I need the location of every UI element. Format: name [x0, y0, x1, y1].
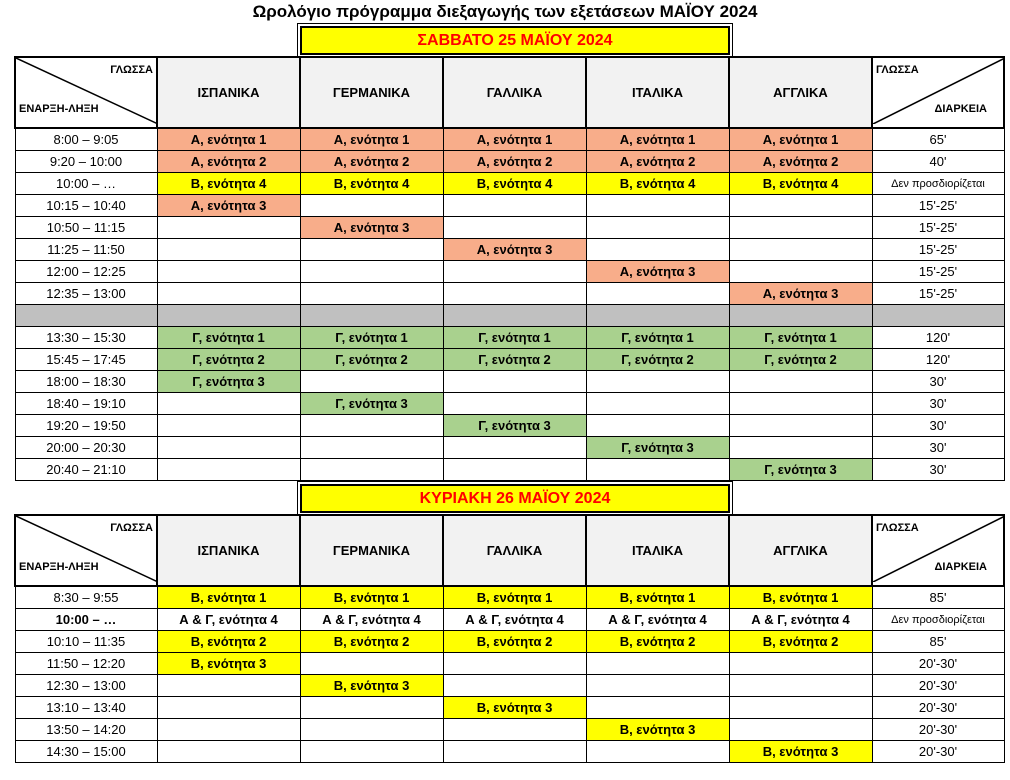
time-slot-cell: 13:50 – 14:20 [15, 719, 157, 741]
exam-cell [443, 393, 586, 415]
exam-cell: Γ, ενότητα 1 [586, 327, 729, 349]
exam-cell: Α & Γ, ενότητα 4 [443, 609, 586, 631]
duration-cell: 30' [872, 393, 1004, 415]
exam-cell [443, 653, 586, 675]
exam-cell [157, 459, 300, 481]
exam-cell: Β, ενότητα 1 [729, 586, 872, 609]
duration-cell: 20'-30' [872, 741, 1004, 763]
exam-cell [729, 697, 872, 719]
exam-cell [157, 675, 300, 697]
schedule-row [15, 459, 1004, 481]
exam-cell [586, 217, 729, 239]
duration-cell: 30' [872, 459, 1004, 481]
language-header: ΙΤΑΛΙΚΑ [586, 515, 729, 586]
language-header: ΙΣΠΑΝΙΚΑ [157, 515, 300, 586]
schedule-row [15, 697, 1004, 719]
exam-cell: Α & Γ, ενότητα 4 [157, 609, 300, 631]
exam-cell: Α, ενότητα 2 [157, 151, 300, 173]
exam-cell [586, 675, 729, 697]
time-slot-cell: 14:30 – 15:00 [15, 741, 157, 763]
exam-cell [157, 217, 300, 239]
duration-cell: 30' [872, 371, 1004, 393]
exam-cell [300, 459, 443, 481]
duration-cell: 15'-25' [872, 261, 1004, 283]
language-header: ΑΓΓΛΙΚΑ [729, 515, 872, 586]
exam-cell [443, 675, 586, 697]
duration-header-cell [872, 515, 1004, 586]
exam-cell [300, 741, 443, 763]
exam-cell [157, 697, 300, 719]
exam-cell [729, 195, 872, 217]
exam-cell: Α, ενότητα 3 [586, 261, 729, 283]
saturday-schedule-table [14, 56, 1005, 481]
exam-cell [586, 393, 729, 415]
language-header: ΓΑΛΛΙΚΑ [443, 515, 586, 586]
schedule-row [15, 151, 1004, 173]
exam-cell [729, 675, 872, 697]
exam-cell: Β, ενότητα 4 [157, 173, 300, 195]
exam-cell: Γ, ενότητα 3 [157, 371, 300, 393]
exam-cell: Γ, ενότητα 2 [443, 349, 586, 371]
time-slot-cell: 12:35 – 13:00 [15, 283, 157, 305]
schedule-row [15, 393, 1004, 415]
break-cell [15, 305, 157, 327]
duration-cell: 20'-30' [872, 653, 1004, 675]
exam-cell [729, 653, 872, 675]
exam-cell [586, 653, 729, 675]
exam-cell: Α, ενότητα 1 [729, 128, 872, 151]
exam-cell: Α, ενότητα 2 [300, 151, 443, 173]
break-cell [300, 305, 443, 327]
exam-cell [729, 371, 872, 393]
time-slot-cell: 10:50 – 11:15 [15, 217, 157, 239]
duration-cell: Δεν προσδιορίζεται [872, 173, 1004, 195]
exam-cell: Α, ενότητα 2 [729, 151, 872, 173]
schedule-row [15, 128, 1004, 151]
exam-cell [300, 415, 443, 437]
right-duration-label: ΔΙΑΡΚΕΙΑ [934, 561, 987, 573]
schedule-row [15, 239, 1004, 261]
exam-cell [443, 283, 586, 305]
exam-cell: Γ, ενότητα 1 [729, 327, 872, 349]
exam-cell: Γ, ενότητα 2 [586, 349, 729, 371]
language-header: ΙΤΑΛΙΚΑ [586, 57, 729, 128]
exam-cell: Γ, ενότητα 1 [300, 327, 443, 349]
time-slot-cell: 10:10 – 11:35 [15, 631, 157, 653]
exam-cell [586, 741, 729, 763]
exam-cell: Α & Γ, ενότητα 4 [729, 609, 872, 631]
exam-cell [300, 371, 443, 393]
exam-cell [729, 719, 872, 741]
exam-cell [300, 719, 443, 741]
exam-cell [586, 697, 729, 719]
exam-cell: Γ, ενότητα 2 [729, 349, 872, 371]
time-slot-cell: 15:45 – 17:45 [15, 349, 157, 371]
exam-cell [586, 371, 729, 393]
exam-cell: Α & Γ, ενότητα 4 [300, 609, 443, 631]
exam-cell [729, 239, 872, 261]
sunday-banner: ΚΥΡΙΑΚΗ 26 ΜΑΪΟΥ 2024 [300, 484, 730, 513]
exam-cell: Γ, ενότητα 3 [300, 393, 443, 415]
break-cell [729, 305, 872, 327]
time-slot-cell: 10:15 – 10:40 [15, 195, 157, 217]
duration-cell: 85' [872, 631, 1004, 653]
exam-cell: Β, ενότητα 1 [586, 586, 729, 609]
language-header: ΓΕΡΜΑΝΙΚΑ [300, 515, 443, 586]
exam-cell [157, 283, 300, 305]
corner-header-cell [15, 515, 157, 586]
corner-time-label: ΕΝΑΡΞΗ-ΛΗΞΗ [19, 103, 99, 115]
time-slot-cell: 8:30 – 9:55 [15, 586, 157, 609]
duration-cell: 30' [872, 437, 1004, 459]
corner-language-label: ΓΛΩΣΣΑ [110, 522, 153, 534]
corner-time-label: ΕΝΑΡΞΗ-ΛΗΞΗ [19, 561, 99, 573]
time-slot-cell: 10:00 – … [15, 173, 157, 195]
exam-cell [157, 437, 300, 459]
exam-cell [586, 415, 729, 437]
schedule-row [15, 217, 1004, 239]
schedule-row [15, 261, 1004, 283]
time-slot-cell: 20:00 – 20:30 [15, 437, 157, 459]
exam-cell: Α, ενότητα 3 [729, 283, 872, 305]
time-slot-cell: 11:50 – 12:20 [15, 653, 157, 675]
duration-cell: 15'-25' [872, 283, 1004, 305]
duration-cell: 65' [872, 128, 1004, 151]
schedule-row [15, 195, 1004, 217]
exam-cell: Β, ενότητα 2 [443, 631, 586, 653]
exam-cell: Α, ενότητα 3 [443, 239, 586, 261]
exam-cell [300, 283, 443, 305]
right-duration-label: ΔΙΑΡΚΕΙΑ [934, 103, 987, 115]
exam-cell [157, 261, 300, 283]
duration-cell: 120' [872, 349, 1004, 371]
break-cell [586, 305, 729, 327]
exam-cell [443, 459, 586, 481]
exam-cell [586, 195, 729, 217]
exam-cell: Β, ενότητα 3 [729, 741, 872, 763]
exam-cell [300, 697, 443, 719]
duration-cell: 120' [872, 327, 1004, 349]
time-slot-cell: 12:30 – 13:00 [15, 675, 157, 697]
exam-cell [157, 719, 300, 741]
exam-cell: Β, ενότητα 2 [586, 631, 729, 653]
corner-language-label: ΓΛΩΣΣΑ [110, 64, 153, 76]
exam-cell [300, 195, 443, 217]
exam-cell: Α, ενότητα 3 [300, 217, 443, 239]
exam-cell [586, 239, 729, 261]
exam-cell [157, 239, 300, 261]
corner-header-cell [15, 57, 157, 128]
exam-cell: Β, ενότητα 4 [443, 173, 586, 195]
exam-cell [586, 283, 729, 305]
schedule-row [15, 586, 1004, 609]
duration-header-cell [872, 57, 1004, 128]
language-header: ΙΣΠΑΝΙΚΑ [157, 57, 300, 128]
exam-cell: Β, ενότητα 2 [157, 631, 300, 653]
exam-cell [729, 393, 872, 415]
exam-cell: Γ, ενότητα 2 [300, 349, 443, 371]
exam-cell: Β, ενότητα 3 [157, 653, 300, 675]
duration-cell: 20'-30' [872, 719, 1004, 741]
exam-cell: Β, ενότητα 3 [443, 697, 586, 719]
duration-cell: 85' [872, 586, 1004, 609]
exam-cell: Α, ενότητα 1 [586, 128, 729, 151]
exam-cell [157, 741, 300, 763]
schedule-row [15, 675, 1004, 697]
exam-cell [300, 437, 443, 459]
exam-cell [443, 437, 586, 459]
schedule-row [15, 437, 1004, 459]
time-slot-cell: 20:40 – 21:10 [15, 459, 157, 481]
exam-cell: Α, ενότητα 1 [300, 128, 443, 151]
exam-cell [443, 217, 586, 239]
header-row [15, 57, 1004, 128]
schedule-row [15, 415, 1004, 437]
duration-cell: 30' [872, 415, 1004, 437]
exam-cell: Α, ενότητα 2 [586, 151, 729, 173]
exam-cell [443, 261, 586, 283]
duration-cell: 15'-25' [872, 217, 1004, 239]
duration-cell: 40' [872, 151, 1004, 173]
exam-cell [157, 393, 300, 415]
time-slot-cell: 10:00 – … [15, 609, 157, 631]
exam-cell [300, 239, 443, 261]
exam-cell: Β, ενότητα 4 [729, 173, 872, 195]
time-slot-cell: 19:20 – 19:50 [15, 415, 157, 437]
exam-cell [729, 261, 872, 283]
exam-cell: Γ, ενότητα 1 [157, 327, 300, 349]
schedule-row [15, 283, 1004, 305]
header-row [15, 515, 1004, 586]
exam-cell: Β, ενότητα 2 [300, 631, 443, 653]
exam-cell: Γ, ενότητα 2 [157, 349, 300, 371]
schedule-row [15, 741, 1004, 763]
exam-cell: Β, ενότητα 4 [586, 173, 729, 195]
exam-cell [443, 719, 586, 741]
schedule-row [15, 173, 1004, 195]
language-header: ΑΓΓΛΙΚΑ [729, 57, 872, 128]
exam-cell [443, 741, 586, 763]
exam-cell: Α, ενότητα 2 [443, 151, 586, 173]
duration-cell: 15'-25' [872, 195, 1004, 217]
exam-cell: Β, ενότητα 1 [443, 586, 586, 609]
time-slot-cell: 18:00 – 18:30 [15, 371, 157, 393]
exam-cell: Γ, ενότητα 1 [443, 327, 586, 349]
lunch-break-row [15, 305, 1004, 327]
time-slot-cell: 18:40 – 19:10 [15, 393, 157, 415]
break-cell [157, 305, 300, 327]
schedule-row [15, 327, 1004, 349]
schedule-row [15, 653, 1004, 675]
schedule-row [15, 349, 1004, 371]
exam-cell: Γ, ενότητα 3 [586, 437, 729, 459]
exam-cell [157, 415, 300, 437]
exam-cell: Β, ενότητα 1 [300, 586, 443, 609]
exam-cell: Β, ενότητα 3 [586, 719, 729, 741]
schedule-row [15, 631, 1004, 653]
time-slot-cell: 12:00 – 12:25 [15, 261, 157, 283]
exam-cell: Β, ενότητα 3 [300, 675, 443, 697]
schedule-row [15, 719, 1004, 741]
break-cell [443, 305, 586, 327]
duration-cell: Δεν προσδιορίζεται [872, 609, 1004, 631]
duration-cell: 20'-30' [872, 697, 1004, 719]
exam-cell [300, 653, 443, 675]
schedule-row [15, 609, 1004, 631]
right-language-label: ΓΛΩΣΣΑ [876, 64, 919, 76]
time-slot-cell: 8:00 – 9:05 [15, 128, 157, 151]
exam-cell: Β, ενότητα 4 [300, 173, 443, 195]
language-header: ΓΑΛΛΙΚΑ [443, 57, 586, 128]
exam-cell [729, 415, 872, 437]
exam-cell: Γ, ενότητα 3 [729, 459, 872, 481]
time-slot-cell: 13:10 – 13:40 [15, 697, 157, 719]
page-title: Ωρολόγιο πρόγραμμα διεξαγωγής των εξετάσεων ΜΑΪΟΥ 2024 [252, 2, 758, 21]
exam-cell: Β, ενότητα 1 [157, 586, 300, 609]
exam-cell [729, 437, 872, 459]
time-slot-cell: 13:30 – 15:30 [15, 327, 157, 349]
exam-cell: Β, ενότητα 2 [729, 631, 872, 653]
exam-cell [300, 261, 443, 283]
exam-cell [443, 371, 586, 393]
exam-cell [443, 195, 586, 217]
schedule-row [15, 371, 1004, 393]
language-header: ΓΕΡΜΑΝΙΚΑ [300, 57, 443, 128]
time-slot-cell: 11:25 – 11:50 [15, 239, 157, 261]
exam-cell: Α, ενότητα 1 [157, 128, 300, 151]
saturday-banner: ΣΑΒΒΑΤΟ 25 ΜΑΪΟΥ 2024 [300, 26, 730, 55]
exam-cell: Α & Γ, ενότητα 4 [586, 609, 729, 631]
exam-cell [586, 459, 729, 481]
exam-cell: Γ, ενότητα 3 [443, 415, 586, 437]
break-cell [872, 305, 1004, 327]
duration-cell: 15'-25' [872, 239, 1004, 261]
duration-cell: 20'-30' [872, 675, 1004, 697]
sunday-schedule-table [14, 514, 1005, 763]
right-language-label: ΓΛΩΣΣΑ [876, 522, 919, 534]
exam-cell: Α, ενότητα 3 [157, 195, 300, 217]
time-slot-cell: 9:20 – 10:00 [15, 151, 157, 173]
exam-cell: Α, ενότητα 1 [443, 128, 586, 151]
exam-cell [729, 217, 872, 239]
